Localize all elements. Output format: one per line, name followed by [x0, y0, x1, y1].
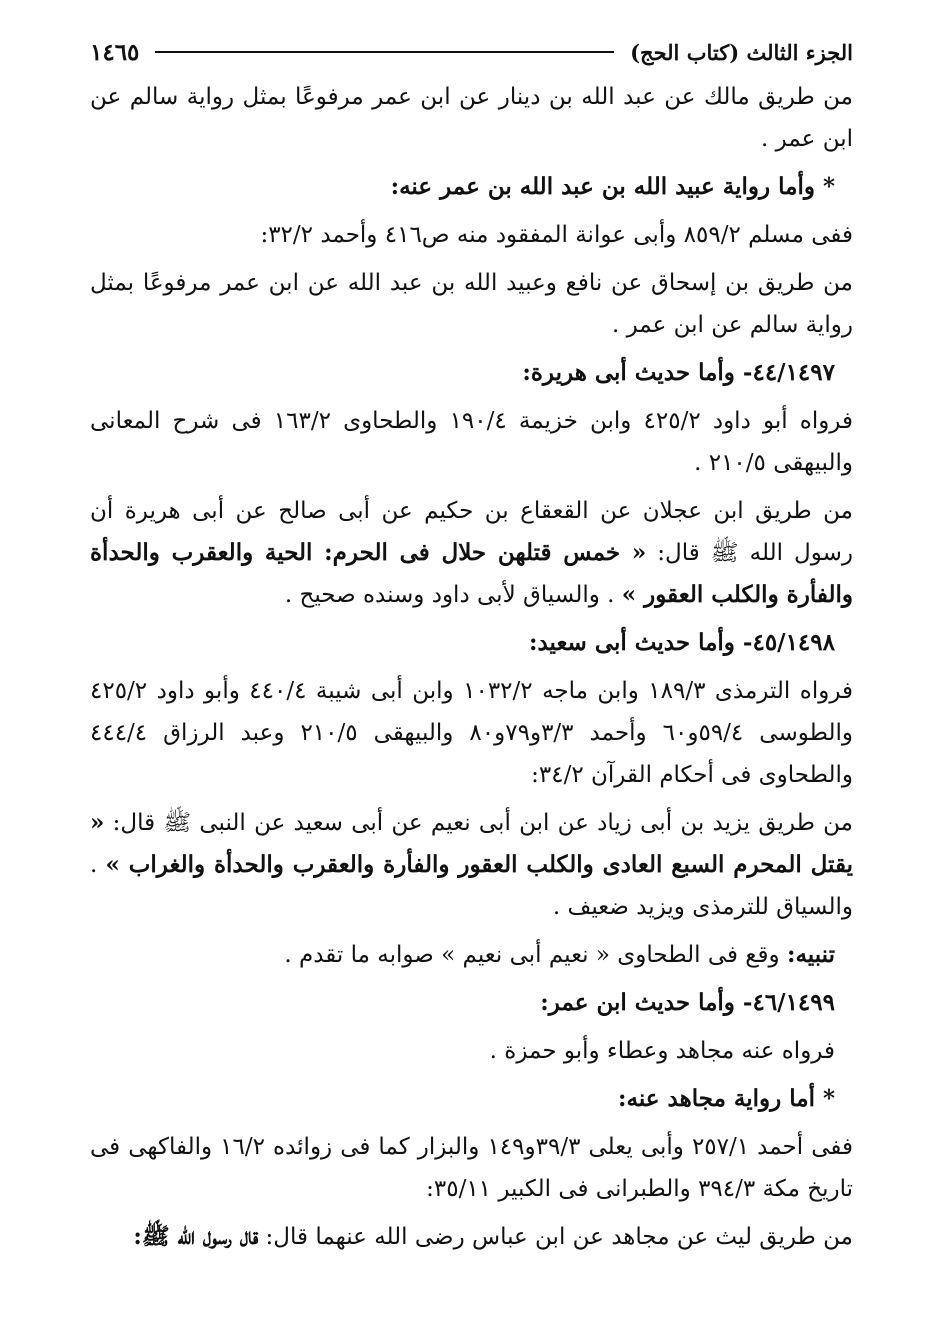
paragraph-text: . والسياق للترمذى ويزيد ضعيف .	[90, 852, 853, 920]
bold-text: ٤٥/١٤٩٨- وأما حديث أبى سعيد:	[528, 629, 835, 656]
header-rule	[155, 51, 614, 53]
paragraph-text: من طريق ليث عن مجاهد عن ابن عباس رضى الله عنهما قال:	[258, 1224, 853, 1250]
paragraph	[90, 1078, 853, 1120]
paragraph-text: فرواه عنه مجاهد وعطاء وأبو حمزة .	[489, 1038, 835, 1064]
paragraph-text: فرواه الترمذى ١٨٩/٣ وابن ماجه ١٠٣٢/٢ وابن أبى شيبة ٤٤٠/٤ وأبو داود ٤٢٥/٢ والطوسى ٥٩/٤و٦٠ وأحمد ٣/٣و٧٩و٨٠ والبيهقى ٢١٠/٥ وعبد الرزاق ٤٤٤/٤ والطحاوى فى أحكام القرآن ٣٤/٢:	[90, 678, 854, 788]
paragraph	[90, 982, 853, 1024]
bold-text: * وأما رواية عبيد الله بن عبد الله بن عمر عنه:	[390, 173, 835, 200]
paragraph	[90, 1216, 853, 1258]
page-number: ١٤٦٥	[90, 38, 140, 66]
bold-text: قال رسول الله ﷺ:	[133, 1223, 259, 1250]
paragraph-text: . والسياق لأبى داود وسنده صحيح .	[284, 582, 622, 608]
paragraph	[90, 934, 853, 976]
paragraph-text: من طريق بن إسحاق عن نافع وعبيد الله بن عبد الله عن ابن عمر مرفوعًا بمثل رواية سالم عن ابن عمر .	[90, 270, 853, 338]
paragraph	[90, 166, 853, 208]
paragraph	[90, 622, 853, 664]
bold-text: ٤٦/١٤٩٩- وأما حديث ابن عمر:	[540, 989, 835, 1016]
paragraph	[90, 670, 853, 796]
paragraph	[90, 352, 853, 394]
paragraph-text: فرواه أبو داود ٤٢٥/٢ وابن خزيمة ١٩٠/٤ والطحاوى ١٦٣/٢ فى شرح المعانى والبيهقى ٢١٠/٥ .	[90, 408, 853, 476]
paragraph	[90, 1126, 853, 1210]
paragraph-text: ففى أحمد ٢٥٧/١ وأبى يعلى ٣٩/٣و١٤٩ والبزار كما فى زوائده ١٦/٢ والفاكهى فى تاريخ مكة ٣٩٤/٣ والطبرانى فى الكبير ٣٥/١١:	[90, 1134, 853, 1202]
page-body	[90, 76, 853, 1264]
paragraph	[90, 214, 853, 256]
bold-text: تنبيه:	[786, 941, 835, 968]
bold-text: ٤٤/١٤٩٧- وأما حديث أبى هريرة:	[522, 359, 835, 386]
paragraph	[90, 76, 853, 160]
paragraph-text: من طريق مالك عن عبد الله بن دينار عن ابن عمر مرفوعًا بمثل رواية سالم عن ابن عمر .	[90, 84, 853, 152]
bold-text: « يقتل المحرم السبع العادى والكلب العقور والفأرة والعقرب والحدأة والغراب »	[90, 809, 853, 878]
bold-text: « خمس قتلهن حلال فى الحرم: الحية والعقرب والحدأة والفأرة والكلب العقور »	[90, 539, 853, 608]
paragraph	[90, 400, 853, 484]
page-header	[90, 34, 853, 70]
paragraph-text: وقع فى الطحاوى « نعيم أبى نعيم » صوابه ما تقدم .	[284, 942, 787, 968]
paragraph	[90, 1030, 853, 1072]
paragraph-text: من طريق ابن عجلان عن القعقاع بن حكيم عن أبى صالح عن أبى هريرة أن رسول الله ﷺ قال:	[90, 498, 853, 566]
running-title: الجزء الثالث (كتاب الحج)	[630, 39, 853, 65]
paragraph-text: من طريق يزيد بن أبى زياد عن ابن أبى نعيم عن أبى سعيد عن النبى ﷺ قال:	[104, 810, 853, 836]
paragraph	[90, 262, 853, 346]
paragraph	[90, 490, 853, 616]
paragraph	[90, 802, 853, 928]
bold-text: * أما رواية مجاهد عنه:	[618, 1085, 835, 1112]
paragraph-text: ففى مسلم ٨٥٩/٢ وأبى عوانة المفقود منه ص٤١٦ وأحمد ٣٢/٢:	[260, 222, 853, 248]
